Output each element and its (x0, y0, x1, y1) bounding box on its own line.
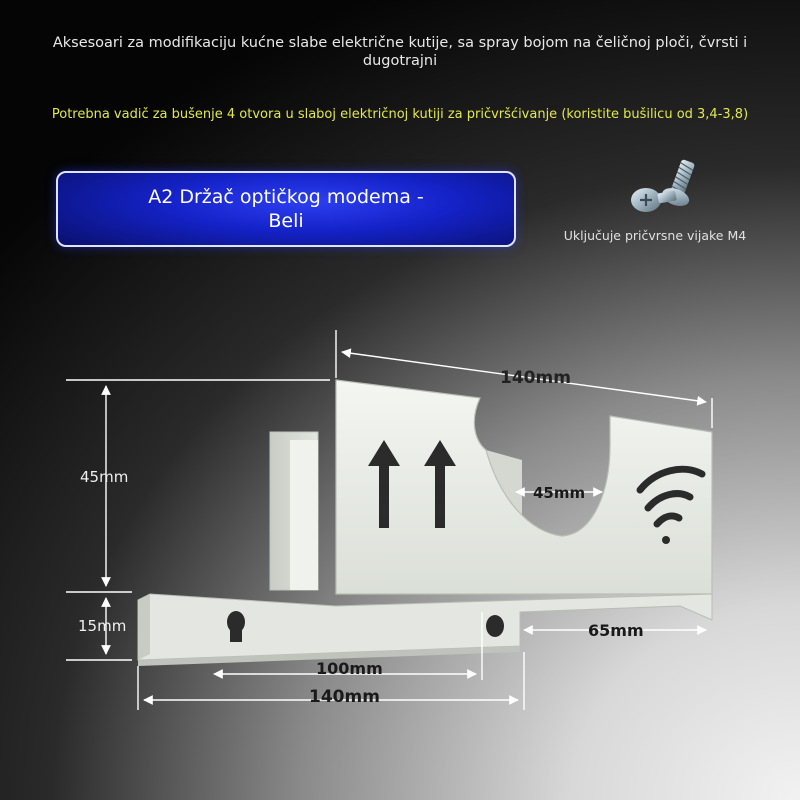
bracket-front-panel (336, 380, 712, 594)
dimension-label-height-upper: 45mm (80, 468, 129, 486)
drilling-notice: Potrebna vadič za bušenje 4 otvora u slaboj električnoj kutiji za pričvršćivanje (koristite bušilicu od 3,4-3,8) (51, 107, 749, 122)
page-title: Aksesoari za modifikaciju kućne slabe električne kutije, sa spray bojom na čeličnoj ploči, čvrsti i dugotrajni (52, 35, 748, 69)
dimension-label-hole-spacing: 100mm (316, 659, 383, 678)
screws-caption: Uključuje pričvrsne vijake M4 (563, 228, 747, 243)
mounting-hole (486, 615, 504, 637)
dimension-label-cutout: 45mm (533, 484, 586, 502)
product-name: A2 Držač optičkog modema - Beli (148, 186, 424, 232)
dimension-label-bottom-width: 140mm (309, 687, 380, 707)
dimension-label-top-width: 140mm (500, 368, 571, 388)
bracket-back-tab (270, 432, 318, 590)
dimension-label-height-lower: 15mm (78, 617, 127, 635)
dimension-label-right-offset: 65mm (588, 621, 644, 640)
